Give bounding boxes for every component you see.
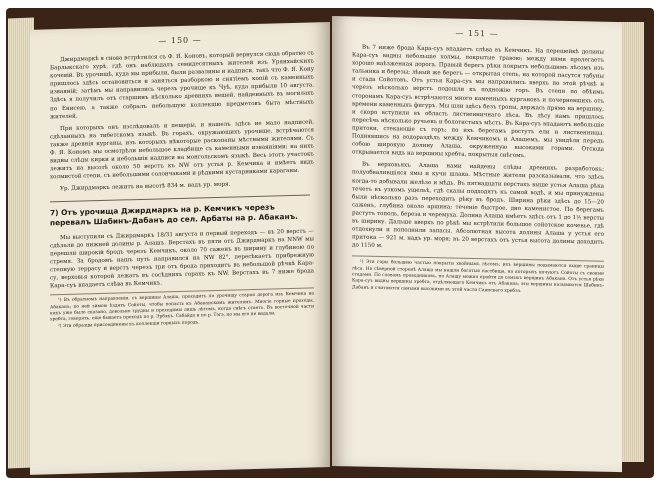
left-page [30, 22, 330, 475]
paragraph: Въ 7 ниже брода Кара-суъ впадаетъ слѣва въ Кемчикъ. На перешейкѣ долины Кара-суъ видны небольшіе холмы, покрытые травою; между ними пролегаетъ хорошо наѣзженная дорога. Правый берегъ рѣки покрытъ небольшимъ лѣсомъ изъ тальника и березы; лѣвый же берегъ — открытая степь, на которой пасутся табуны и стада Сойотовъ. Отъ устья Кара-суъ мы направились вверхъ по этой рѣчкѣ и черезъ нѣсколько верстъ подошли къ подножію горъ. Въ степи по обѣимъ сторонамъ Кара-суъ встрѣчаются много каменныхъ кургановъ и почерневшихъ отъ времени каменныхъ фигуръ. Мы шли здѣсь безъ тропы, держась прямо на вершину, и скоро вступили въ область лиственничнаго лѣса. Въ лѣсу намъ пришлось пересѣчь нѣсколько ручьевъ и болотистыхъ мѣстъ. Въ Кара-суъ впадаютъ небольшіе притоки, стекающіе съ горъ; по ихъ берегамъ ростутъ ели и лиственницы. Поднявшись на водораздѣлъ между Кемчикомъ и Алашемъ, мы увидѣли передъ собою широкую долину Алаша, окруженную высокими горами. Отсюда открывается видъ на вершины хребта, покрытыя снѣгомъ. [352, 44, 604, 160]
footnote: ²) Эти образцы присоединены къ коллекціи горныхъ породъ. [58, 320, 200, 330]
section-divider [50, 195, 310, 203]
footnotes-left [50, 288, 314, 331]
footnotes-right [352, 256, 604, 297]
elevation-line: Ур. Джирдмаркъ лежитъ на высотѣ 834 м. надъ ур. моря. [60, 182, 231, 193]
paragraph: При которыхъ онъ изслѣдовалъ и пещеры, и нашелъ здѣсь не мало надписей, сдѣланныхъ на тибетскомъ языкѣ. Въ горахъ, окружающихъ урочище, встрѣчаются также древнія курганы, изъ которыхъ нѣкоторые раскопаны мѣстными жителями. Съ Ф. Я. Кономъ мы осмотрѣли небольшое кладбище съ каменными изваяніями; на нихъ видны слѣды кирки и небольшія надписи на монгольскомъ языкѣ. Весь этотъ участокъ лежитъ на высотѣ около 50 верстъ къ NW отъ устья р. Кемчика и имѣетъ видъ холмистой степи, съ небольшими солончаками и рѣдкими кустарниками караганы. [50, 119, 314, 181]
section-heading: 7) Отъ урочища Джирдмаркъ на р. Кемчикъ черезъ перевалъ Шабинъ-Дабанъ до сел. Арбаты на р. Абаканъ. [50, 202, 298, 228]
paragraph: Мы выступили съ Джирдмаркъ 18/31 августа и первый переходъ — въ 20 верстъ — сдѣлали до нижней долины р. Алашъ. Верстахъ въ пяти отъ Джирдмаркъ на NNW мы перешли широкій бродъ черезъ Кемчикъ, около 70 саженъ въ ширину и глубиною по стремя. За бродомъ нашъ путь направился на NW 82°, пересѣкаетъ прибрежную степную террасу и верстъ черезъ три отъ брода приходитъ въ небольшой рѣчкѣ Кара-су, верховья которой лежатъ въ сосѣднихъ горахъ къ NW. Верстахъ въ 7 ниже брода Кара-суъ впадаетъ слѣва въ Кемчикъ. [50, 228, 314, 290]
footnote: ¹) Эти горы большею частью покрыты хвойнымъ лѣсомъ; ихъ вершины подымаются выше границы лѣса. На сѣверной сторонѣ Алаша мы нашли богатыя пастбища, на которыхъ кочуютъ Сойоты съ своими стадами. По словамъ проводниковъ, по Алашу можно пройти до самыхъ вершинъ Абакана. Отъ устья рѣки Кара-суъ видны вершины хребта, отдѣляющаго Кемчикъ отъ Абакана; эти вершины называются Шабинъ-Дабанъ и считаются самыми высокими въ этой части Саянскаго хребта. [352, 259, 604, 294]
page-number-left: — 150 — [158, 35, 202, 46]
footnote: ¹) Въ обратномъ направленіи, съ вершины Алаша, проходитъ по урочищу старая дорога изъ Кемчика на Абаканъ; по ней зимою ѣздятъ Сойоты, чтобы попасть къ Абаканскимъ жителямъ. Многіе горные проходы, какъ уже было сказано, довольно трудны и проходимы лишь лѣтомъ, когда снѣгъ стаетъ. Въ восточной части хребта, говорятъ, еще бываетъ проходъ по р. Эрбэкъ. Сабайдо и по р. Тэгэ, но мы его не видали. [50, 291, 314, 323]
paragraph: Джирдмаркѣ я снова встрѣтился съ Ф. Я. Коновъ, который вернулся сюда обратно съ Барлыкскаго хурѣ, гдѣ онъ наблюдалъ семидесятныхъ жителей изъ Урянхайскихъ кочевій. Въ урочищѣ, куда мы прибыли, были развалины и надписи, такъ что Ф. Я. Кону пришлось здѣсь остановиться и заняться разборкою и снятіемъ копій съ каменныхъ изваяній; затѣмъ мы направились черезъ урочище къ Чуѣ, куда прибыли 10 августа. Здѣсь я получилъ отъ старшинъ нѣсколько древнихъ вещей, найденныхъ въ могилахъ по Енисею, а также собралъ небольшую коллекцію предметовъ быта мѣстныхъ жителей. [50, 50, 314, 120]
right-page [332, 16, 622, 472]
page-number-right: — 151 — [455, 28, 499, 39]
paragraph: Въ верховьяхъ Алаша нами найдены слѣды древнихъ разработокъ: полуобвалившіяся ямы и кучи шлака. Мѣстные жители разсказывали, что здѣсь когда-то добывали желѣзо и мѣдь. Въ пятнадцати верстахъ выше устья Алаша рѣка течетъ въ узкомъ ущельѣ, гдѣ скалы подходятъ къ самой водѣ, и мы принуждены были нѣсколько разъ переходить рѣку въ бродъ. Ширина рѣки здѣсь до 15—20 саженъ, глубина около аршина; теченіе быстрое, дно каменистое. По берегамъ растутъ тополь, береза и черемуха. Долина Алаша имѣетъ здѣсь отъ 1 до 1½ версты въ ширину. Дальше вверхъ по рѣкѣ мы встрѣтили большое сойотское кочевье, гдѣ отдохнули и пополнили запасы. Абсолютная высота долины Алаша у устья его притока — 921 м. надъ ур. моря; въ 20 верстахъ отъ устья высота долины доходитъ до 1150 м. [352, 161, 604, 250]
